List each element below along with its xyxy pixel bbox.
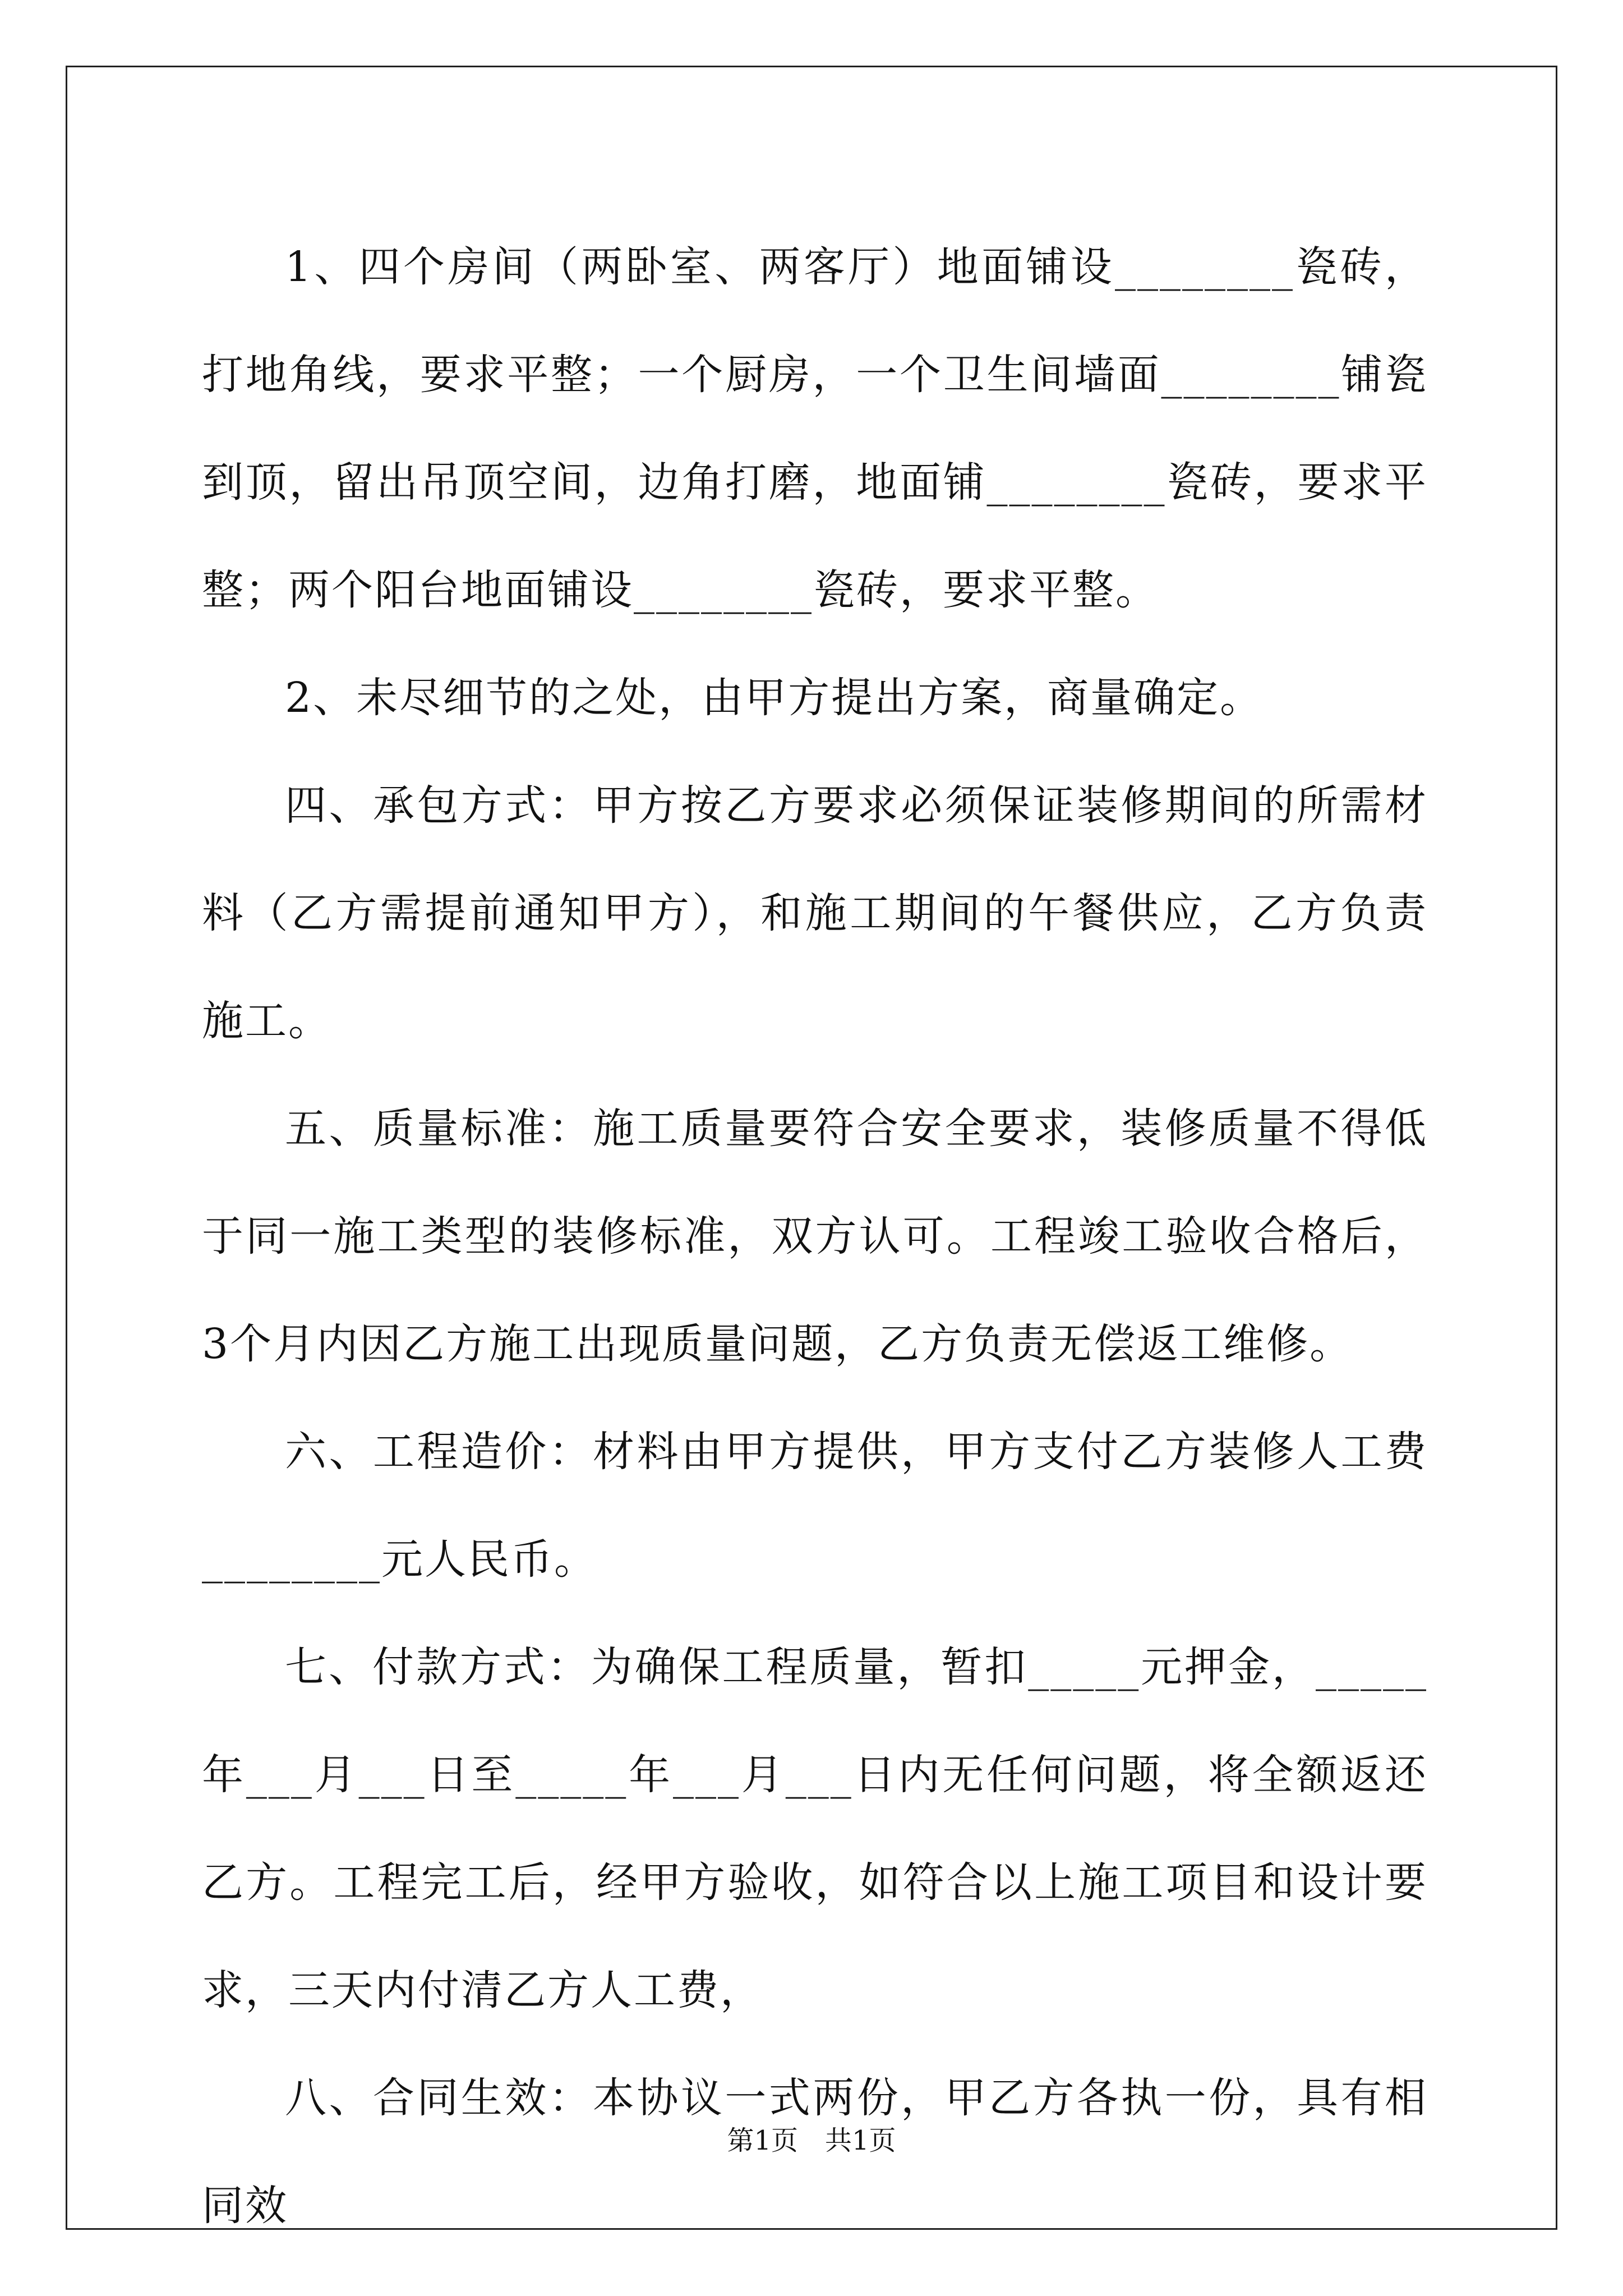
page-footer: 第1页 共1页 bbox=[727, 2125, 896, 2156]
paragraph-quality-standard: 五、质量标准：施工质量要符合安全要求，装修质量不得低于同一施工类型的装修标准，双方认可。工程竣工验收合格后，3个月内因乙方施工出现质量问题，乙方负责无偿返工维修。 bbox=[202, 1105, 1428, 1368]
paragraph-item-2: 2、未尽细节的之处，由甲方提出方案，商量确定。 bbox=[285, 674, 1264, 722]
paragraph-contract-method: 四、承包方式：甲方按乙方要求必须保证装修期间的所需材料（乙方需提前通知甲方），和施工期间的午餐供应，乙方负责施工。 bbox=[202, 781, 1428, 1045]
paragraph-payment-method: 七、付款方式：为确保工程质量，暂扣_____元押金，_____年___月___日至_____年___月___日内无任何问题，将全额返还乙方。工程完工后，经甲方验收，如符合以上施工项目和设计要求，三天内付清乙方人工费， bbox=[202, 1643, 1428, 2014]
paragraph-contract-effect: 八、合同生效：本协议一式两份，甲乙方各执一份，具有相同效 bbox=[202, 2074, 1428, 2230]
document-body bbox=[202, 213, 1428, 2260]
paragraph-project-cost: 六、工程造价：材料由甲方提供，甲方支付乙方装修人工费________元人民币。 bbox=[202, 1428, 1428, 1584]
paragraph-item-1: 1、四个房间（两卧室、两客厅）地面铺设________瓷砖，打地角线，要求平整；一个厨房，一个卫生间墙面________铺瓷到顶，留出吊顶空间，边角打磨，地面铺________瓷砖，要求平整；两个阳台地面铺设________瓷砖，要求平整。 bbox=[202, 243, 1428, 614]
